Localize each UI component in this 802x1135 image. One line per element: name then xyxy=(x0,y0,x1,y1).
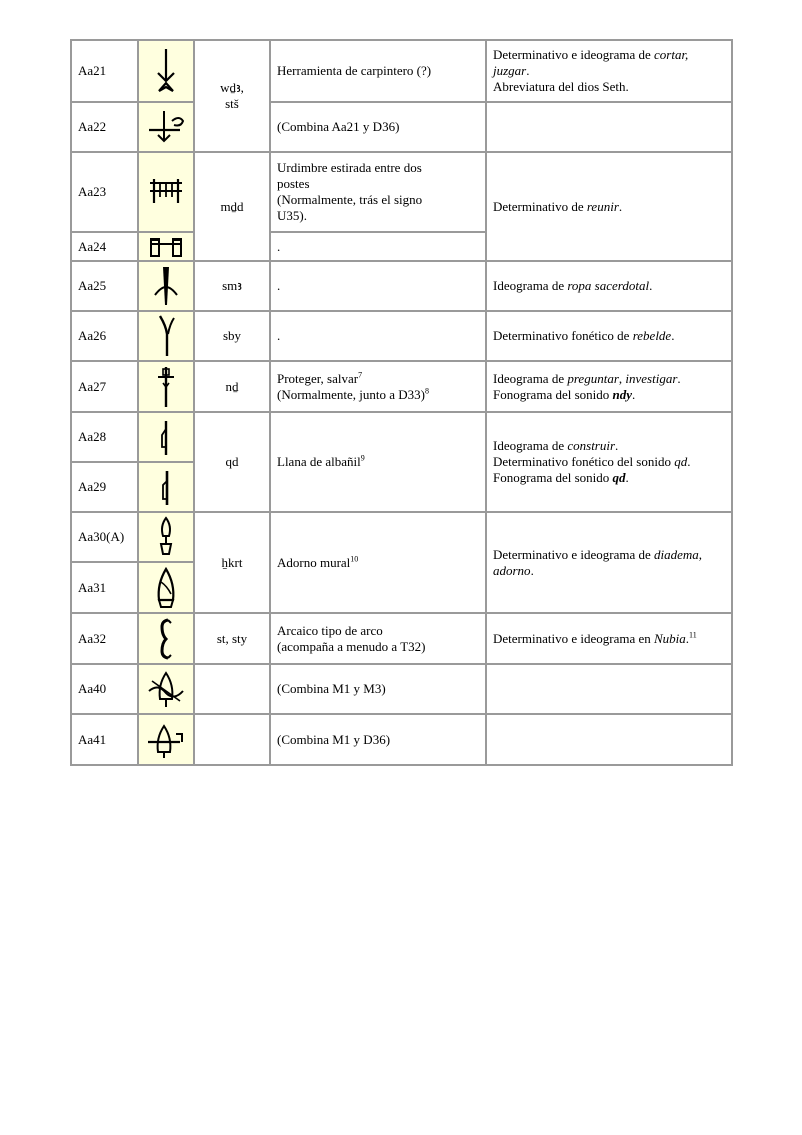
hieroglyph-aa21-icon xyxy=(138,40,194,102)
sign-code: Aa24 xyxy=(71,232,138,261)
transliteration: sby xyxy=(194,311,270,361)
usage: Ideograma de construir. Determinativo fonético del sonido qd. Fonograma del sonido qd. xyxy=(486,412,732,512)
usage: Determinativo e ideograma en Nubia.$^{11}$ xyxy=(486,613,732,664)
sign-code: Aa26 xyxy=(71,311,138,361)
transliteration: mḏd xyxy=(194,152,270,261)
meaning: (Combina M1 y D36) xyxy=(270,714,486,765)
usage: Determinativo fonético de rebelde. xyxy=(486,311,732,361)
hieroglyph-aa29-icon xyxy=(138,462,194,512)
hieroglyph-aa27-icon xyxy=(138,361,194,412)
table-row xyxy=(71,40,732,102)
usage: Determinativo e ideograma de cortar, juzgar. Abreviatura del dios Seth. xyxy=(486,40,732,102)
sign-code: Aa41 xyxy=(71,714,138,765)
sign-list-table xyxy=(70,39,733,766)
transliteration: ẖkrt xyxy=(194,512,270,613)
sign-code: Aa29 xyxy=(71,462,138,512)
meaning: (Combina Aa21 y D36) xyxy=(270,102,486,152)
usage: Determinativo e ideograma de diadema, adorno. xyxy=(486,512,732,613)
table-row xyxy=(71,311,732,361)
meaning: (Combina M1 y M3) xyxy=(270,664,486,714)
meaning: Adorno mural$^{10}$ xyxy=(270,512,486,613)
transliteration: smꜣ xyxy=(194,261,270,311)
hieroglyph-aa40-icon xyxy=(138,664,194,714)
table-row xyxy=(71,412,732,462)
meaning: . xyxy=(270,261,486,311)
sign-code: Aa23 xyxy=(71,152,138,232)
meaning: . xyxy=(270,232,486,261)
sign-code: Aa27 xyxy=(71,361,138,412)
hieroglyph-aa32-icon xyxy=(138,613,194,664)
hieroglyph-aa31-icon xyxy=(138,562,194,613)
hieroglyph-aa22-icon xyxy=(138,102,194,152)
hieroglyph-aa26-icon xyxy=(138,311,194,361)
hieroglyph-aa24-icon xyxy=(138,232,194,261)
hieroglyph-aa28-icon xyxy=(138,412,194,462)
table-row xyxy=(71,714,732,765)
table-row xyxy=(71,152,732,232)
sign-code: Aa32 xyxy=(71,613,138,664)
transliteration: st, sty xyxy=(194,613,270,664)
table-row xyxy=(71,664,732,714)
sign-code: Aa30(A) xyxy=(71,512,138,562)
transliteration: wḏꜣ, stš xyxy=(194,40,270,152)
meaning: . xyxy=(270,311,486,361)
hieroglyph-aa23-icon xyxy=(138,152,194,232)
table-row xyxy=(71,102,732,152)
sign-code: Aa40 xyxy=(71,664,138,714)
meaning: Arcaico tipo de arco (acompaña a menudo a T32) xyxy=(270,613,486,664)
usage xyxy=(486,714,732,765)
meaning: Proteger, salvar$^7$ (Normalmente, junto a D33)$^8$ xyxy=(270,361,486,412)
transliteration xyxy=(194,664,270,714)
usage: Ideograma de preguntar, investigar. Fonograma del sonido ndy. xyxy=(486,361,732,412)
transliteration: qd xyxy=(194,412,270,512)
usage: Ideograma de ropa sacerdotal. xyxy=(486,261,732,311)
meaning: Herramienta de carpintero (?) xyxy=(270,40,486,102)
hieroglyph-aa41-icon xyxy=(138,714,194,765)
sign-code: Aa22 xyxy=(71,102,138,152)
table-row xyxy=(71,261,732,311)
meaning: Llana de albañil$^9$ xyxy=(270,412,486,512)
table-row xyxy=(71,613,732,664)
sign-code: Aa21 xyxy=(71,40,138,102)
usage: Determinativo de reunir. xyxy=(486,152,732,261)
sign-code: Aa25 xyxy=(71,261,138,311)
usage xyxy=(486,102,732,152)
sign-code: Aa28 xyxy=(71,412,138,462)
hieroglyph-aa25-icon xyxy=(138,261,194,311)
table-row xyxy=(71,361,732,412)
sign-code: Aa31 xyxy=(71,562,138,613)
usage xyxy=(486,664,732,714)
hieroglyph-aa30-icon xyxy=(138,512,194,562)
meaning: Urdimbre estirada entre dos postes (Normalmente, trás el signo U35). xyxy=(270,152,486,232)
table-row xyxy=(71,512,732,562)
transliteration xyxy=(194,714,270,765)
transliteration: nḏ xyxy=(194,361,270,412)
